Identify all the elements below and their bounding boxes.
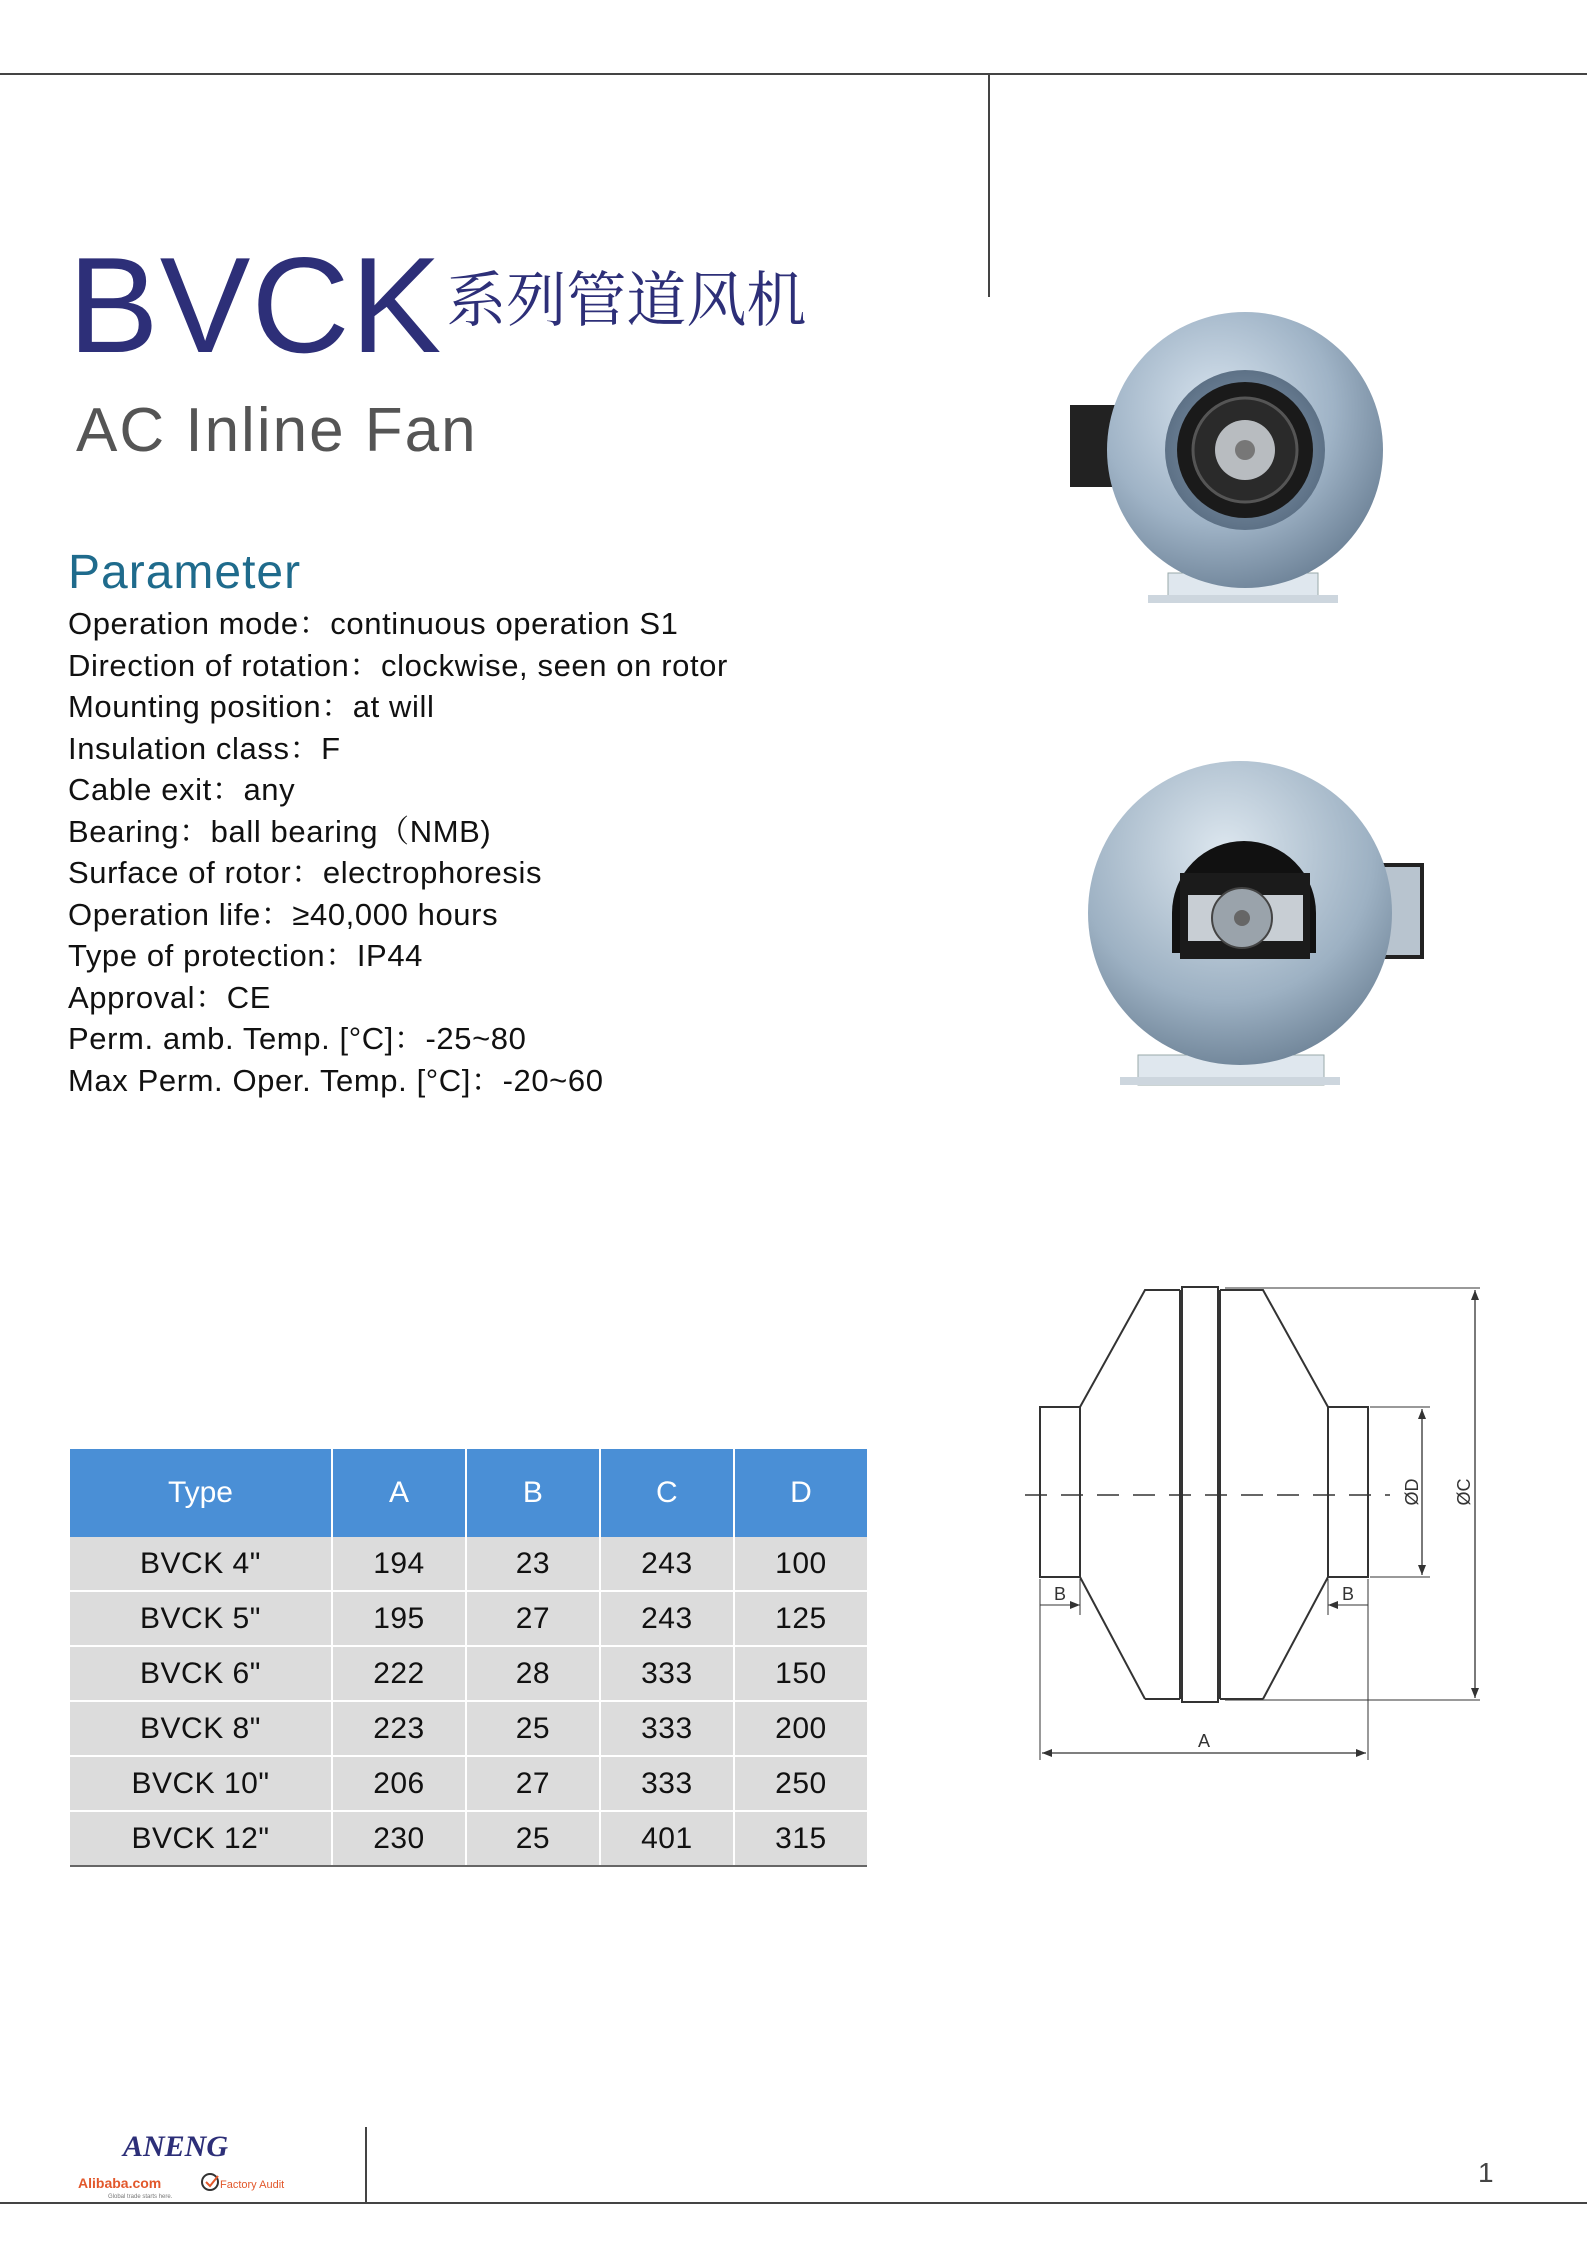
cell-a: 194 xyxy=(332,1537,466,1591)
param-item: Direction of rotation：clockwise, seen on rotor xyxy=(68,647,728,683)
company-logo xyxy=(78,2122,298,2202)
cell-c: 401 xyxy=(600,1811,734,1866)
footer-divider xyxy=(365,2127,367,2202)
table-row xyxy=(70,1591,867,1646)
col-d-header: D xyxy=(734,1449,867,1537)
fan-photo-front xyxy=(1060,305,1400,625)
alibaba-tagline: Global trade starts here. xyxy=(108,2194,173,2200)
cell-b: 28 xyxy=(466,1646,600,1701)
dimension-drawing xyxy=(1020,1275,1520,1775)
subtitle: AC Inline Fan xyxy=(76,396,478,465)
cell-d: 150 xyxy=(734,1646,867,1701)
parameter-heading: Parameter xyxy=(68,546,302,599)
table-header-row xyxy=(70,1449,867,1537)
factory-audit-logo: Factory Audit xyxy=(220,2179,285,2191)
label-od: ØD xyxy=(1402,1478,1422,1506)
label-b-right: B xyxy=(1341,1584,1355,1604)
cell-type: BVCK 6" xyxy=(70,1646,332,1701)
cell-a: 206 xyxy=(332,1756,466,1811)
label-a: A xyxy=(1197,1731,1211,1751)
label-b-left: B xyxy=(1053,1584,1067,1604)
cell-b: 27 xyxy=(466,1591,600,1646)
cell-d: 100 xyxy=(734,1537,867,1591)
cell-d: 315 xyxy=(734,1811,867,1866)
cell-b: 25 xyxy=(466,1701,600,1756)
cell-c: 333 xyxy=(600,1756,734,1811)
fan-photo-back xyxy=(1080,755,1440,1095)
page-title xyxy=(68,225,806,385)
table-row xyxy=(70,1646,867,1701)
cell-a: 230 xyxy=(332,1811,466,1866)
header-divider xyxy=(988,75,990,297)
page-number: 1 xyxy=(1478,2157,1494,2188)
bottom-rule xyxy=(0,2202,1587,2204)
param-item: Surface of rotor：electrophoresis xyxy=(68,855,543,890)
cell-c: 333 xyxy=(600,1646,734,1701)
cell-type: BVCK 4" xyxy=(70,1537,332,1591)
table-row xyxy=(70,1756,867,1811)
param-item: Type of protection：IP44 xyxy=(68,938,423,973)
param-item: Operation life：≥40,000 hours xyxy=(68,896,499,932)
cell-a: 195 xyxy=(332,1591,466,1646)
parameter-list xyxy=(68,603,728,1101)
housing-right xyxy=(1220,1290,1328,1699)
param-item: Max Perm. Oper. Temp. [°C]：-20~60 xyxy=(68,1062,604,1098)
cell-type: BVCK 10" xyxy=(70,1756,332,1811)
table-row xyxy=(70,1537,867,1591)
cell-b: 25 xyxy=(466,1811,600,1866)
cell-b: 23 xyxy=(466,1537,600,1591)
cell-d: 250 xyxy=(734,1756,867,1811)
cell-type: BVCK 8" xyxy=(70,1701,332,1756)
col-a-header: A xyxy=(332,1449,466,1537)
col-c-header: C xyxy=(600,1449,734,1537)
cell-c: 333 xyxy=(600,1701,734,1756)
cell-a: 223 xyxy=(332,1701,466,1756)
param-item: Operation mode：continuous operation S1 xyxy=(68,606,679,641)
right-collar xyxy=(1328,1407,1368,1577)
cell-c: 243 xyxy=(600,1591,734,1646)
top-rule xyxy=(0,73,1587,75)
cell-a: 222 xyxy=(332,1646,466,1701)
cell-d: 200 xyxy=(734,1701,867,1756)
cell-d: 125 xyxy=(734,1591,867,1646)
brand-logo: ANENG xyxy=(123,2130,229,2163)
chinese-title: 系列管道风机 xyxy=(446,266,807,336)
col-type-header: Type xyxy=(70,1449,332,1537)
check-icon xyxy=(202,2174,218,2190)
label-oc: ØC xyxy=(1454,1478,1474,1506)
cell-type: BVCK 5" xyxy=(70,1591,332,1646)
housing-left xyxy=(1080,1290,1180,1699)
param-item: Bearing：ball bearing（NMB) xyxy=(68,813,492,849)
param-item: Mounting position：at will xyxy=(68,689,435,724)
alibaba-logo: Alibaba.com xyxy=(78,2175,162,2191)
param-item: Approval：CE xyxy=(68,979,272,1015)
param-item: Perm. amb. Temp. [°C]：-25~80 xyxy=(68,1021,527,1056)
param-item: Insulation class：F xyxy=(68,730,341,766)
cell-type: BVCK 12" xyxy=(70,1811,332,1866)
left-collar xyxy=(1040,1407,1080,1577)
spec-table xyxy=(70,1449,867,1867)
cell-b: 27 xyxy=(466,1756,600,1811)
model-name: BVCK xyxy=(68,229,443,381)
table-row xyxy=(70,1701,867,1756)
cell-c: 243 xyxy=(600,1537,734,1591)
table-row xyxy=(70,1811,867,1866)
param-item: Cable exit：any xyxy=(68,772,296,807)
col-b-header: B xyxy=(466,1449,600,1537)
